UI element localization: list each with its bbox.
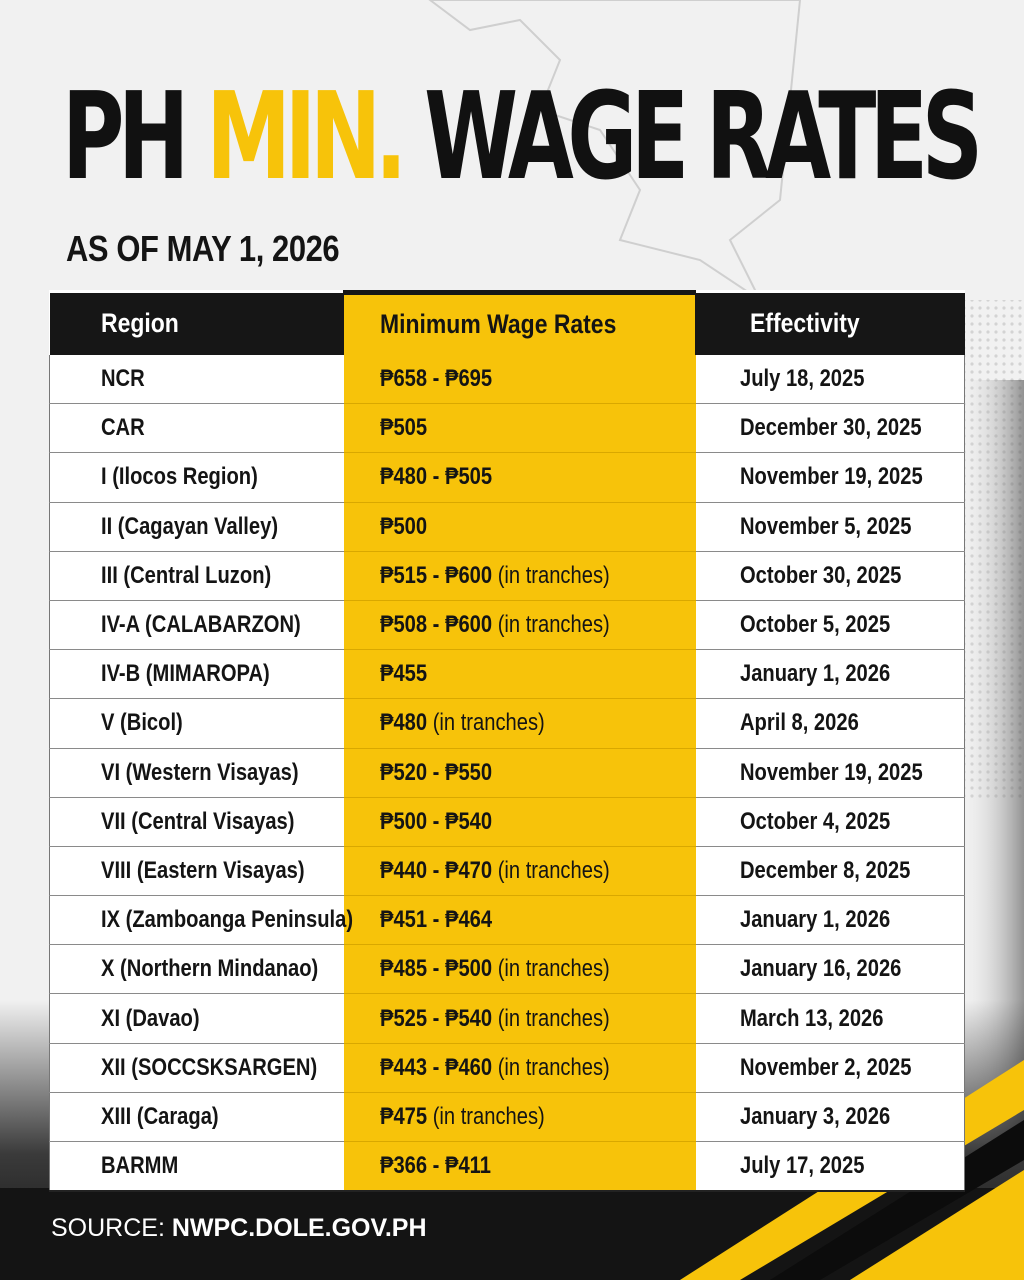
rate-amount: ₱366 - ₱411 [379,1151,491,1179]
rate-amount: ₱485 - ₱500 [379,955,492,983]
table-row [50,896,965,945]
table-row [50,502,965,551]
rate-cell [344,404,696,453]
region-cell: NCR [50,355,344,404]
region-cell: IX (Zamboanga Peninsula) [50,896,344,945]
rate-note: (in tranches) [497,1053,610,1081]
table-row [50,650,965,699]
region-cell: VI (Western Visayas) [50,748,344,797]
region-cell: III (Central Luzon) [50,551,344,600]
table-row [50,797,965,846]
title-part-2: WAGE RATES [400,68,977,207]
page-title [62,68,977,207]
effectivity-cell: November 5, 2025 [696,502,965,551]
rate-amount: ₱658 - ₱695 [379,364,492,392]
table-row [50,453,965,502]
table-row [50,945,965,994]
table-header [50,293,965,355]
region-cell: V (Bicol) [50,699,344,748]
rate-cell [344,551,696,600]
effectivity-cell: November 19, 2025 [696,453,965,502]
rate-cell [344,896,696,945]
region-cell: IV-A (CALABARZON) [50,600,344,649]
rate-cell [344,748,696,797]
region-cell: I (Ilocos Region) [50,453,344,502]
rate-cell [344,699,696,748]
effectivity-cell: October 5, 2025 [696,600,965,649]
effectivity-cell: January 16, 2026 [696,945,965,994]
table-row [50,404,965,453]
effectivity-cell: July 17, 2025 [696,1142,965,1191]
rate-amount: ₱505 [379,414,427,442]
rate-cell [344,453,696,502]
rate-cell [344,502,696,551]
rate-amount: ₱480 - ₱505 [379,463,492,491]
rate-amount: ₱525 - ₱540 [379,1004,492,1032]
effectivity-cell: January 3, 2026 [696,1092,965,1141]
rate-cell [344,355,696,404]
title-accent: MIN. [206,68,401,207]
rate-amount: ₱520 - ₱550 [379,758,492,786]
rate-amount: ₱440 - ₱470 [379,856,492,884]
table-row [50,551,965,600]
rate-amount: ₱480 [379,709,427,737]
table-row [50,600,965,649]
region-cell: BARMM [50,1142,344,1191]
source-credit [51,1214,427,1243]
rate-note: (in tranches) [497,955,610,983]
effectivity-cell: April 8, 2026 [696,699,965,748]
rate-note: (in tranches) [497,611,610,639]
rate-cell [344,1092,696,1141]
effectivity-cell: December 8, 2025 [696,846,965,895]
header-row [50,293,965,355]
rate-note: (in tranches) [432,709,545,737]
region-cell: CAR [50,404,344,453]
rate-cell [344,797,696,846]
region-cell: VII (Central Visayas) [50,797,344,846]
region-cell: IV-B (MIMAROPA) [50,650,344,699]
rate-amount: ₱508 - ₱600 [379,611,492,639]
table-row [50,1043,965,1092]
effectivity-cell: July 18, 2025 [696,355,965,404]
source-label: SOURCE: [51,1214,172,1242]
header-region: Region [100,308,179,338]
region-cell: X (Northern Mindanao) [50,945,344,994]
title-part-1: PH [62,68,207,207]
rate-amount: ₱515 - ₱600 [379,561,492,589]
effectivity-cell: November 2, 2025 [696,1043,965,1092]
rate-cell [344,1142,696,1191]
source-value: NWPC.DOLE.GOV.PH [171,1214,427,1242]
table-row [50,748,965,797]
rate-amount: ₱475 [379,1102,427,1130]
rate-amount: ₱451 - ₱464 [379,906,492,934]
region-cell: VIII (Eastern Visayas) [50,846,344,895]
rate-cell [344,846,696,895]
table-row [50,1092,965,1141]
table-row [50,355,965,404]
table-row [50,1142,965,1191]
table-row [50,699,965,748]
rate-cell [344,600,696,649]
rate-cell [344,1043,696,1092]
as-of-date: AS OF MAY 1, 2026 [66,228,340,269]
rate-cell [344,945,696,994]
effectivity-cell: October 30, 2025 [696,551,965,600]
effectivity-cell: December 30, 2025 [696,404,965,453]
rate-amount: ₱500 [379,512,427,540]
rate-note: (in tranches) [497,856,610,884]
region-cell: II (Cagayan Valley) [50,502,344,551]
rate-note: (in tranches) [497,561,610,589]
rate-amount: ₱455 [379,660,427,688]
effectivity-cell: March 13, 2026 [696,994,965,1043]
region-cell: XIII (Caraga) [50,1092,344,1141]
wage-table [49,290,965,1192]
header-effectivity: Effectivity [750,308,860,338]
effectivity-cell: October 4, 2025 [696,797,965,846]
effectivity-cell: January 1, 2026 [696,896,965,945]
table-row [50,846,965,895]
rate-note: (in tranches) [432,1102,545,1130]
header-minimum-wage-rates: Minimum Wage Rates [344,293,696,355]
rate-cell [344,994,696,1043]
rate-note: (in tranches) [497,1004,610,1032]
rate-cell [344,650,696,699]
region-cell: XII (SOCCSKSARGEN) [50,1043,344,1092]
region-cell: XI (Davao) [50,994,344,1043]
rate-amount: ₱500 - ₱540 [379,807,492,835]
table-body [50,355,965,1191]
table-row [50,994,965,1043]
effectivity-cell: November 19, 2025 [696,748,965,797]
rate-amount: ₱443 - ₱460 [379,1053,492,1081]
effectivity-cell: January 1, 2026 [696,650,965,699]
